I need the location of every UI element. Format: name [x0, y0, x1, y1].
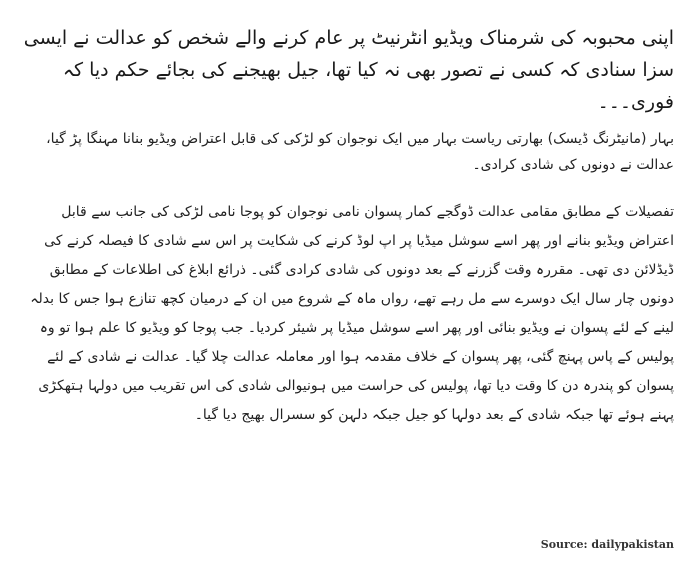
- article-headline: اپنی محبوبہ کی شرمناک ویڈیو انٹرنیٹ پر عام کرنے والے شخص کو عدالت نے ایسی سزا سنادی کہ کسی نے تصور بھی نہ کیا تھا، جیل بھیجنے کی بجائے حکم دیا کہ فوری۔۔۔: [23, 27, 674, 113]
- article-lead: بہار (مانیٹرنگ ڈیسک) بھارتی ریاست بہار میں ایک نوجوان کو لڑکی کی قابل اعتراض ویڈیو بنانا مہنگا پڑ گیا، عدالت نے دونوں کی شادی کرادی۔: [46, 131, 674, 173]
- article: [18, 22, 674, 430]
- source-credit: Source: dailypakistan: [540, 538, 674, 551]
- article-body: تفصیلات کے مطابق مقامی عدالت ڈوگجے کمار پسوان نامی نوجوان کو پوجا نامی لڑکی کی جانب سے قابل اعتراض ویڈیو بنانے اور پھر اسے سوشل میڈیا پر اپ لوڈ کرنے کی شکایت پر اس سے شادی کا فیصلہ کرنے کی ڈیڈلائن دی تھی۔ مقررہ وقت گزرنے کے بعد دونوں کی شادی کرادی گئی۔ ذرائع ابلاغ کی اطلاعات کے مطابق دونوں چار سال ایک دوسرے سے مل رہے تھے، رواں ماہ کے شروع میں ان کے درمیان کچھ تنازع ہوا جس کا بدلہ لینے کے لئے پسوان نے ویڈیو بنائی اور پھر اسے سوشل میڈیا پر شیئر کردیا۔ جب پوجا کو ویڈیو کا علم ہوا تو وہ پولیس کے پاس پہنچ گئی، پھر پسوان کے خلاف مقدمہ ہوا اور معاملہ عدالت چلا گیا۔ عدالت نے شادی کے لئے پسوان کو پندرہ دن کا وقت دیا تھا، پولیس کی حراست میں ہونیوالی شادی کی اس تقریب میں دولہا ہتھکڑی پہنے ہوئے تھا جبکہ شادی کے بعد دولہا کو جیل جبکہ دلہن کو سسرال بھیج دیا گیا۔: [30, 204, 674, 423]
